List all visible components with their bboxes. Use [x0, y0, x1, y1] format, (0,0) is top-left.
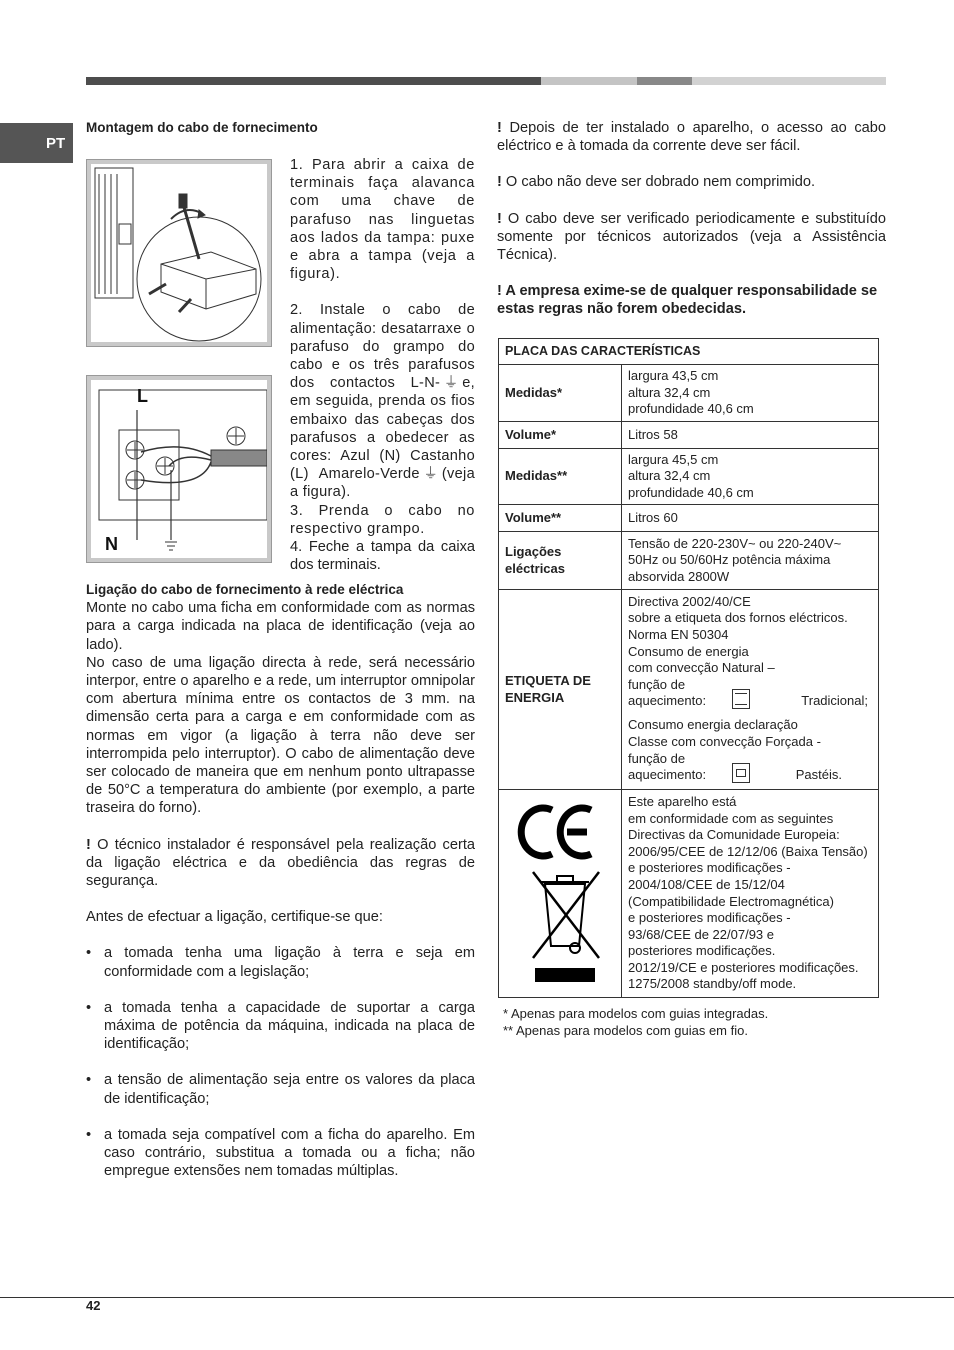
- footnote: * Apenas para modelos com guias integradas.: [503, 1006, 769, 1021]
- weee-bin-icon: [533, 872, 599, 958]
- step-4: 4. Feche a tampa da caixa dos terminais.: [290, 539, 475, 574]
- step-3: 3. Prenda o cabo no respectivo grampo.: [290, 502, 475, 537]
- earth-icon: ⏚: [423, 466, 439, 483]
- row-label: Volume**: [499, 505, 622, 532]
- row-value: largura 45,5 cm altura 32,4 cm profundidade 40,6 cm: [622, 449, 879, 505]
- ce-details: Este aparelho está em conformidade com as seguintes Directivas da Comunidade Europeia: 2006/95/CEE de 12/12/06 (Baixa Tensão) e posteriores modificações - 2004/108/CEE de 15/12/04 (Compatibilidade Electromagnética) e posteriores modificações - 93/68/CEE de 22/07/93 e posteriores modificações. 2012/19/CE e posteriores modificações. 1275/2008 standby/off mode.: [622, 790, 879, 998]
- installer-warning: ! O técnico instalador é responsável pela realização certa da ligação eléctrica e da obediência das regras de segurança.: [86, 836, 475, 890]
- specs-table: [498, 338, 879, 998]
- before-connection: Antes de efectuar a ligação, certifique-se que:: [86, 909, 383, 926]
- install-steps: [290, 156, 475, 574]
- footnote: ** Apenas para modelos com guias em fio.: [503, 1023, 748, 1038]
- section2-paragraph-2: No caso de uma ligação directa à rede, será necessário interpor, entre o aparelho e a rede, um interruptor omnipolar com abertura mínima entre os contactos de 3 mm. na dimensão certa para a carga e em conformidade com as normas em vigor (a ligação à terra não deve ser interrompida pelo interruptor). O cabo de alimentação deve ser colocado de maneira que em nenhum ponto ultrapasse de 50°C a temperatura do ambiente (por exemplo, a parte traseira do forno).: [86, 654, 475, 817]
- row-value: largura 43,5 cm altura 32,4 cm profundidade 40,6 cm: [622, 365, 879, 422]
- terminal-box-figure: [86, 159, 272, 347]
- row-value: Litros 60: [622, 505, 879, 532]
- section2-paragraph-1: Monte no cabo uma ficha em conformidade com as normas para a carga indicada na placa de identificação (veja ao lado).: [86, 600, 475, 653]
- note: ! Depois de ter instalado o aparelho, o acesso ao cabo eléctrico e à tomada da corrente deve ser fácil.: [497, 120, 886, 155]
- header-bar-pale: [692, 77, 886, 85]
- bullet-item: • a tomada seja compatível com a ficha do aparelho. Em caso contrário, substitua a tomada ou a ficha; não empregue extensões nem tomadas múltiplas.: [86, 1126, 475, 1181]
- wiring-illustration: [91, 380, 267, 558]
- conventional-oven-icon: [732, 689, 750, 709]
- footer-rule: [0, 1297, 954, 1298]
- bullet-item: • a tomada tenha uma ligação à terra e seja em conformidade com a legislação;: [86, 944, 475, 980]
- row-value: Litros 58: [622, 422, 879, 449]
- note: ! O cabo deve ser verificado periodicamente e substituído somente por técnicos autorizados (veja a Assistência Técnica).: [497, 210, 886, 264]
- label-n: N: [105, 534, 118, 554]
- footnotes: [503, 1005, 768, 1039]
- right-notes: [497, 119, 886, 319]
- language-tab: PT: [0, 123, 73, 163]
- row-label: Volume*: [499, 422, 622, 449]
- left-body: [86, 581, 475, 1180]
- row-label: Ligações eléctricas: [499, 532, 622, 590]
- ce-mark-icon: [521, 808, 591, 856]
- section-title: Montagem do cabo de fornecimento: [86, 120, 318, 135]
- label-l: L: [137, 386, 148, 406]
- bullet-item: • a tomada tenha a capacidade de suportar a carga máxima de potência da máquina, indicada na placa de identificação;: [86, 999, 475, 1054]
- row-label: Medidas*: [499, 365, 622, 422]
- header-bar-dark: [86, 77, 541, 85]
- weee-bar-icon: [535, 968, 595, 982]
- step-1: 1. Para abrir a caixa de terminais faça alavanca com uma chave de parafuso nas linguetas aos lados da tampa: puxe e abra a tampa (veja a figura).: [290, 157, 475, 283]
- wiring-figure: [86, 375, 272, 563]
- note: ! O cabo não deve ser dobrado nem comprimido.: [497, 174, 815, 191]
- row-label: Medidas**: [499, 449, 622, 505]
- header-bar-mid: [637, 77, 692, 85]
- energy-label: ETIQUETA DE ENERGIA: [499, 590, 622, 790]
- row-value: Tensão de 220-230V~ ou 220-240V~ 50Hz ou 50/60Hz potência máxima absorvida 2800W: [622, 532, 879, 590]
- header-bar-light: [541, 77, 637, 85]
- bullet-item: • a tensão de alimentação seja entre os valores da placa de identificação;: [86, 1071, 475, 1107]
- fan-oven-icon: [732, 763, 750, 783]
- left-column: [86, 119, 475, 137]
- ce-weee-icons: [515, 796, 605, 986]
- earth-icon: ⏚: [443, 375, 459, 392]
- terminal-box-illustration: [91, 164, 267, 342]
- specs-header: PLACA DAS CARACTERÍSTICAS: [499, 339, 879, 365]
- liability-note: ! A empresa exime-se de qualquer responsabilidade se estas regras não forem obedecidas.: [497, 283, 878, 318]
- step-2: 2. Instale o cabo de alimentação: desatarraxe o parafuso do grampo do cabo e os três parafusos dos contactos L-N- ⏚ e, em seguida, prenda os fios embaixo das cabeças dos parafusos a obedecer as cores: Azul (N) Castanho (L) Amarelo-Verde ⏚ (veja a figura).: [290, 302, 475, 501]
- ce-marks: [499, 790, 622, 998]
- energy-details: Directiva 2002/40/CE sobre a etiqueta dos fornos eléctricos. Norma EN 50304 Consumo de energia com convecção Natural – função de aquecimento: Tradicional; Consumo energia declaração Classe com convecção Forçada - função de aquecimento: Pastéis.: [622, 590, 879, 790]
- section2-title: Ligação do cabo de fornecimento à rede eléctrica: [86, 582, 404, 597]
- page-number: 42: [86, 1298, 101, 1313]
- header-bar: [86, 77, 886, 85]
